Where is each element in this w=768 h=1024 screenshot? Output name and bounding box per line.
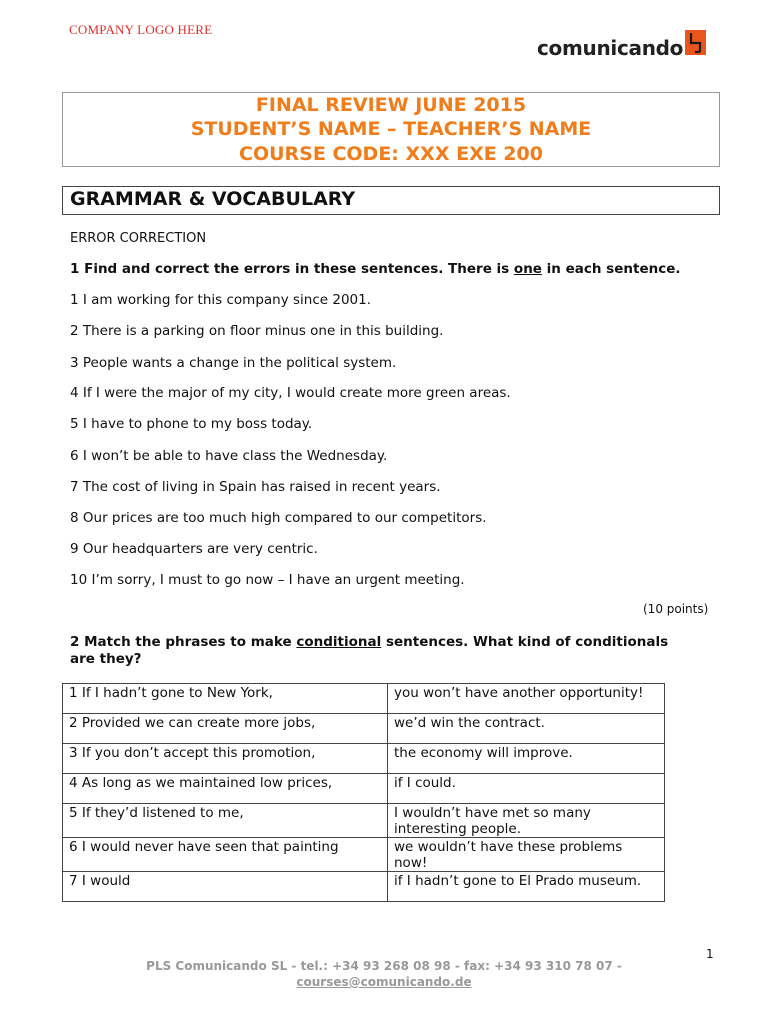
footer-contact: PLS Comunicando SL - tel.: +34 93 268 08 98 - fax: +34 93 310 78 07 - (146, 959, 622, 973)
table-cell-left: 2 Provided we can create more jobs, (63, 714, 388, 744)
table-cell-left: 3 If you don’t accept this promotion, (63, 744, 388, 774)
exercise1-instruction (70, 261, 681, 277)
title-box (62, 92, 720, 167)
footer-email-row (0, 975, 768, 989)
table-cell-left: 6 I would never have seen that painting (63, 838, 388, 872)
exam-title: FINAL REVIEW JUNE 2015 (255, 94, 527, 116)
table-cell-right: the economy will improve. (388, 744, 665, 774)
instruction-text: 1 Find and correct the errors in these sentences. There is (70, 261, 514, 277)
course-code: COURSE CODE: XXX EXE 200 (239, 143, 543, 165)
table-row (63, 714, 665, 744)
table-row (63, 774, 665, 804)
exercise2-instruction (70, 634, 710, 668)
instruction-emphasis: one (513, 261, 542, 277)
brand-logo (537, 34, 706, 62)
table-cell-right: you won’t have another opportunity! (388, 684, 665, 714)
error-sentence: 7 The cost of living in Spain has raised in recent years. (70, 479, 441, 495)
table-cell-left: 1 If I hadn’t gone to New York, (63, 684, 388, 714)
instruction-emphasis: conditional (296, 634, 382, 650)
instruction-text: 2 Match the phrases to make (70, 634, 297, 650)
table-row (63, 838, 665, 872)
error-sentence: 1 I am working for this company since 2001. (70, 292, 372, 308)
instruction-text: are they? (70, 651, 142, 667)
footer-email-link[interactable]: courses@comunicando.de (296, 975, 472, 989)
table-cell-left: 5 If they’d listened to me, (63, 804, 388, 838)
brand-name: comunicando (537, 36, 684, 60)
error-sentence: 10 I’m sorry, I must to go now – I have an urgent meeting. (70, 572, 465, 588)
page-number: 1 (706, 947, 714, 961)
table-cell-right: if I could. (388, 774, 665, 804)
table-cell-right: we wouldn’t have these problems now! (388, 838, 665, 872)
table-row (63, 684, 665, 714)
table-row (63, 804, 665, 838)
matching-table (62, 683, 665, 902)
error-sentence: 4 If I were the major of my city, I would create more green areas. (70, 385, 511, 401)
table-cell-left: 4 As long as we maintained low prices, (63, 774, 388, 804)
brand-mark-icon (685, 30, 706, 55)
error-sentence: 9 Our headquarters are very centric. (70, 541, 318, 557)
error-sentence: 8 Our prices are too much high compared to our competitors. (70, 510, 487, 526)
instruction-text: in each sentence. (541, 261, 681, 277)
table-cell-right: if I hadn’t gone to El Prado museum. (388, 872, 665, 902)
points-label: (10 points) (643, 602, 709, 616)
error-sentence: 5 I have to phone to my boss today. (70, 416, 313, 432)
table-row (63, 872, 665, 902)
section-header-box (62, 186, 720, 215)
error-sentence: 6 I won’t be able to have class the Wednesday. (70, 448, 388, 464)
table-cell-right: I wouldn’t have met so many interesting people. (388, 804, 665, 838)
error-sentence: 2 There is a parking on floor minus one in this building. (70, 323, 444, 339)
table-row (63, 744, 665, 774)
table-cell-left: 7 I would (63, 872, 388, 902)
instruction-text: sentences. What kind of conditionals (381, 634, 669, 650)
exercise-subheading: ERROR CORRECTION (70, 231, 207, 246)
section-title: GRAMMAR & VOCABULARY (70, 188, 356, 210)
student-teacher-line: STUDENT’S NAME – TEACHER’S NAME (190, 118, 592, 140)
error-sentence: 3 People wants a change in the political system. (70, 355, 397, 371)
table-cell-right: we’d win the contract. (388, 714, 665, 744)
company-logo-placeholder: COMPANY LOGO HERE (69, 22, 213, 37)
